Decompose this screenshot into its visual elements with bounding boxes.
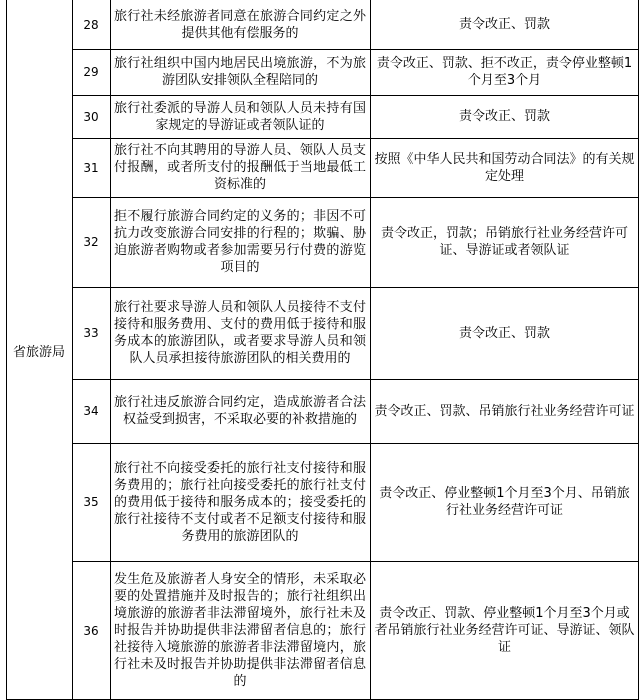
row-number: 28 <box>83 17 99 32</box>
penalty-text: 责令改正、罚款、拒不改正，责令停业整顿1个月至3个月 <box>376 56 633 88</box>
grid-line <box>72 49 639 50</box>
row-number: 30 <box>83 109 99 124</box>
grid-line <box>72 287 639 288</box>
grid-line <box>72 138 639 139</box>
row-number: 32 <box>83 235 99 249</box>
row-number: 31 <box>83 160 99 175</box>
grid-line <box>72 95 639 96</box>
grid-line <box>6 0 7 700</box>
violation-description: 发生危及旅游者人身安全的情形，未采取必要的处置措施并及时报告的；旅行社组织出境旅游的旅游者非法滞留境外，旅行社未及时报告并协助提供非法滞留者信息的；旅行社接待入境旅游的旅游者非法滞留境内，旅行社未及时报告并协助提供非法滞留者信息的 <box>114 572 366 689</box>
penalty-text: 责令改正、停业整顿1个月至3个月、吊销旅行社业务经营许可证 <box>379 486 630 518</box>
penalty-text: 责令改正、罚款 <box>458 325 550 341</box>
violation-description: 旅行社未经旅游者同意在旅游合同约定之外提供其他有偿服务的 <box>114 8 366 41</box>
grid-line <box>638 0 639 700</box>
violation-description: 旅行社组织中国内地居民出境旅游，不为旅游团队安排领队全程陪同的 <box>114 56 366 88</box>
violation-description: 旅行社不向接受委托的旅行社支付接待和服务费用的；旅行社向接受委托的旅行社支付的费用低于接待和服务成本的；接受委托的旅行社接待不支付或者不足额支付接待和服务费用的旅游团队的 <box>114 460 366 544</box>
penalty-text: 责令改正，罚款；吊销旅行社业务经营许可证、导游证或者领队证 <box>380 226 628 258</box>
authority-cell <box>6 0 72 700</box>
authority-label: 省旅游局 <box>12 344 65 360</box>
grid-line <box>72 561 639 562</box>
row-number: 35 <box>83 495 99 509</box>
row-number: 29 <box>83 65 99 79</box>
row-number: 34 <box>83 404 99 418</box>
row-number: 33 <box>83 326 99 340</box>
violation-description: 旅行社违反旅游合同约定，造成旅游者合法权益受到损害，不采取必要的补救措施的 <box>114 395 366 427</box>
grid-line <box>72 379 639 380</box>
grid-line <box>72 197 639 198</box>
violation-description: 旅行社委派的导游人员和领队人员未持有国家规定的导游证或者领队证的 <box>114 100 366 133</box>
penalty-text: 责令改正、罚款、停业整顿1个月至3个月或者吊销旅行社业务经营许可证、导游证、领队证 <box>374 606 635 655</box>
grid-line <box>72 0 73 700</box>
row-number: 36 <box>83 623 99 638</box>
penalty-text: 责令改正、罚款 <box>458 17 550 32</box>
penalty-text: 责令改正、罚款、吊销旅行社业务经营许可证 <box>374 403 635 419</box>
penalty-text: 责令改正、罚款 <box>458 109 550 124</box>
grid-line <box>72 443 639 444</box>
violation-description: 拒不履行旅游合同约定的义务的；非因不可抗力改变旅游合同安排的行程的；欺骗、胁迫旅游者购物或者参加需要另行付费的游览项目的 <box>114 209 366 275</box>
grid-line <box>370 0 371 700</box>
violation-description: 旅行社不向其聘用的导游人员、领队人员支付报酬，或者所支付的报酬低于当地最低工资标准的 <box>114 143 366 192</box>
grid-line <box>110 0 111 700</box>
penalty-text: 按照《中华人民共和国劳动合同法》的有关规定处理 <box>374 151 635 184</box>
violation-description: 旅行社要求导游人员和领队人员接待不支付接待和服务费用、支付的费用低于接待和服务成本的旅游团队，或者要求导游人员和领队人员承担接待旅游团队的相关费用的 <box>114 300 366 366</box>
